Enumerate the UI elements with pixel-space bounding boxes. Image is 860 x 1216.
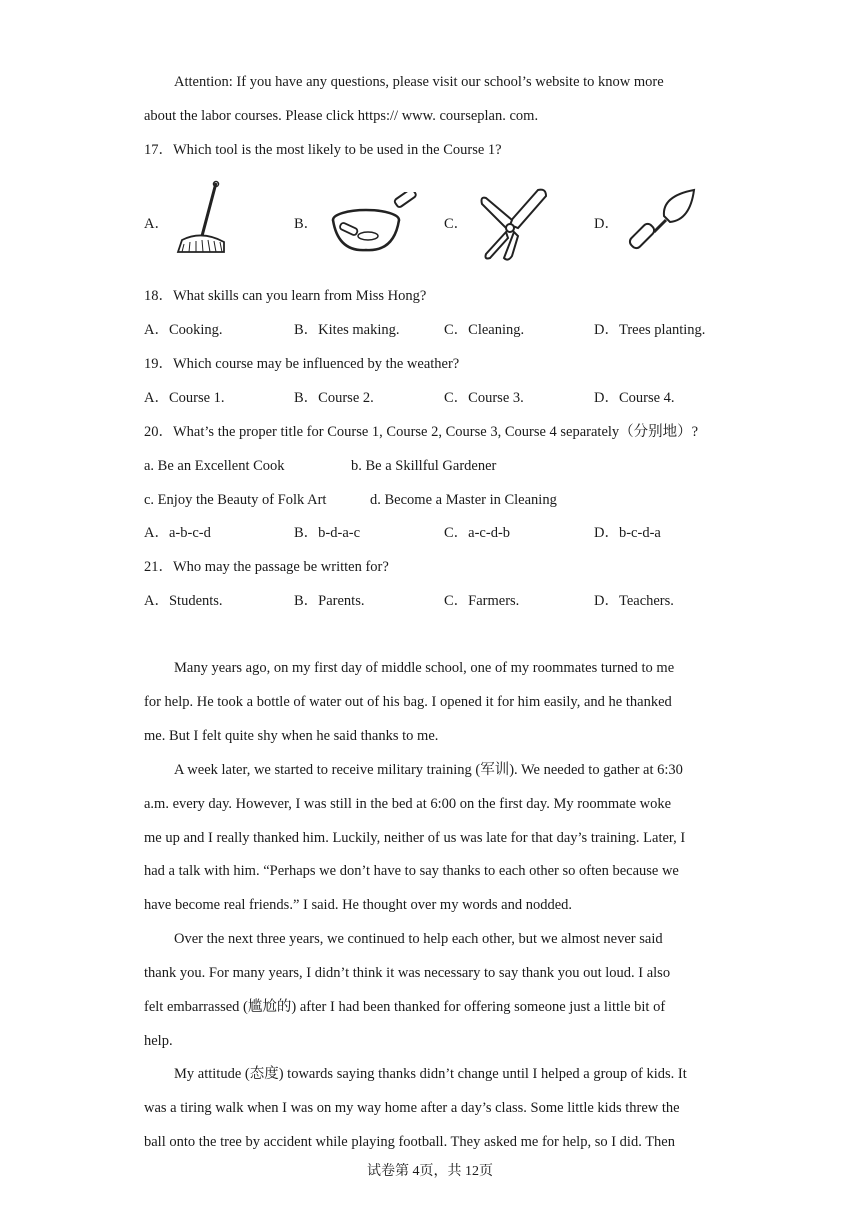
passage-line: My attitude (态度) towards saying thanks didn’t change until I helped a group of kids. It	[174, 1066, 687, 1082]
question-19: 19．Which course may be influenced by the weather?	[144, 356, 460, 372]
passage-line: help.	[144, 1033, 173, 1049]
question-21: 21．Who may the passage be written for?	[144, 559, 389, 575]
passage-line: Many years ago, on my first day of middle school, one of my roommates turned to me	[174, 660, 675, 676]
question-17: 17．Which tool is the most likely to be used in the Course 1?	[144, 142, 502, 158]
passage-line: ball onto the tree by accident while playing football. They asked me for help, so I did. Then	[144, 1134, 675, 1150]
q17-option-d-label: D．	[594, 216, 619, 232]
passage-line: a.m. every day. However, I was still in the bed at 6:00 on the first day. My roommate woke	[144, 796, 672, 812]
passage-line: me up and I really thanked him. Luckily, neither of us was late for that day’s training. Later, I	[144, 830, 686, 846]
pliers-icon	[478, 184, 550, 262]
passage-line: for help. He took a bottle of water out of his bag. I opened it for him easily, and he thanked	[144, 694, 672, 710]
passage-line: A week later, we started to receive military training (军训). We needed to gather at 6:30	[174, 762, 683, 778]
q20-title-a: a. Be an Excellent Cook	[144, 458, 285, 474]
q19-option-c: C．Course 3.	[444, 390, 524, 406]
q21-option-d: D．Teachers.	[594, 593, 674, 609]
attention-line-1: Attention: If you have any questions, please visit our school’s website to know more	[174, 74, 664, 90]
q20-option-b: B．b-d-a-c	[294, 525, 361, 541]
passage-line: me. But I felt quite shy when he said thanks to me.	[144, 728, 439, 744]
q18-option-d: D．Trees planting.	[594, 322, 706, 338]
attention-line-2: about the labor courses. Please click https:// www. courseplan. com.	[144, 108, 539, 124]
passage-line: was a tiring walk when I was on my way home after a day’s class. Some little kids threw the	[144, 1100, 680, 1116]
q21-option-c: C．Farmers.	[444, 593, 520, 609]
q21-option-a: A．Students.	[144, 593, 223, 609]
q17-option-b-label: B．	[294, 216, 319, 232]
q18-option-c: C．Cleaning.	[444, 322, 525, 338]
q18-option-a: A．Cooking.	[144, 322, 223, 338]
passage-line: have become real friends.” I said. He thought over my words and nodded.	[144, 897, 573, 913]
q20-title-b: b. Be a Skillful Gardener	[351, 458, 497, 474]
q19-option-b: B．Course 2.	[294, 390, 374, 406]
q17-option-a-label: A．	[144, 216, 169, 232]
q20-option-d: D．b-c-d-a	[594, 525, 661, 541]
q21-option-b: B．Parents.	[294, 593, 365, 609]
q20-title-c: c. Enjoy the Beauty of Folk Art	[144, 492, 327, 508]
q20-option-a: A．a-b-c-d	[144, 525, 211, 541]
q18-option-b: B．Kites making.	[294, 322, 400, 338]
q19-option-a: A．Course 1.	[144, 390, 225, 406]
page-footer: 试卷第 4页，共 12页	[367, 1164, 493, 1179]
trowel-icon	[622, 186, 698, 262]
q19-option-d: D．Course 4.	[594, 390, 675, 406]
passage-line: had a talk with him. “Perhaps we don’t have to say thanks to each other so often because we	[144, 863, 679, 879]
wok-icon	[330, 192, 420, 254]
passage-line: Over the next three years, we continued to help each other, but we almost never said	[174, 931, 663, 947]
passage-line: felt embarrassed (尴尬的) after I had been thanked for offering someone just a little bit of	[144, 999, 666, 1015]
passage-line: thank you. For many years, I didn’t think it was necessary to say thank you out loud. I also	[144, 965, 671, 981]
question-18: 18．What skills can you learn from Miss Hong?	[144, 288, 427, 304]
q20-option-c: C．a-c-d-b	[444, 525, 511, 541]
question-20: 20．What’s the proper title for Course 1, Course 2, Course 3, Course 4 separately（分别地）?	[144, 424, 699, 440]
q20-title-d: d. Become a Master in Cleaning	[370, 492, 557, 508]
broom-icon	[172, 180, 228, 258]
q17-option-c-label: C．	[444, 216, 469, 232]
